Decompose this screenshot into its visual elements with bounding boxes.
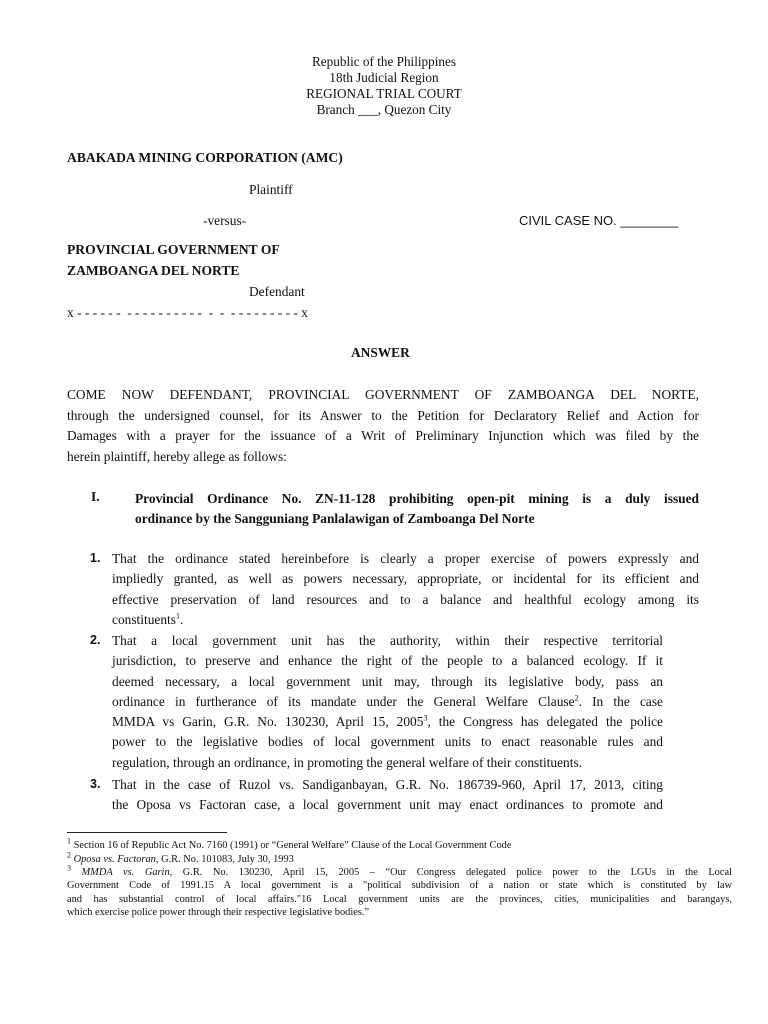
item-line-with-ref xyxy=(112,692,663,712)
item-number: 3. xyxy=(90,777,101,791)
header-republic: Republic of the Philippines xyxy=(312,54,456,69)
section-heading-line: ordinance by the Sangguniang Panlalawigan of Zamboanga Del Norte xyxy=(135,510,535,526)
item-2-text xyxy=(112,631,663,773)
item-line-text: MMDA vs Garin, G.R. No. 130230, April 15, 2005 xyxy=(112,714,424,730)
item-line: effective preservation of land resources and to a balance and healthful ecology among its xyxy=(112,591,699,607)
footnote-ref-3[interactable]: 3 xyxy=(423,713,428,723)
caption-separator: x - - - - - - - - - - - - - - - - - - - - - - - - - - - x xyxy=(67,305,308,320)
civil-case-number: CIVIL CASE NO. ________ xyxy=(519,213,679,228)
item-line: impliedly granted, as well as powers necessary, appropriate, or incidental for its efficient and xyxy=(112,571,699,587)
item-line: That the ordinance stated hereinbefore is clearly a proper exercise of powers expressly and xyxy=(112,551,699,566)
footnote-ref-2[interactable]: 2 xyxy=(574,693,579,703)
section-heading-line: Provincial Ordinance No. ZN-11-128 prohibiting open-pit mining is a duly issued xyxy=(135,491,699,506)
item-number: 2. xyxy=(90,633,101,647)
footnote-2 xyxy=(67,850,732,866)
header-branch: Branch ___, Quezon City xyxy=(316,102,452,117)
item-line-text: constituents xyxy=(112,611,176,627)
item-line-end: . xyxy=(179,611,184,627)
footnote-line: Government Code of 1991.15 A local government is a "political subdivision of a nation or state which is constituted by law xyxy=(67,880,732,892)
footnote-divider xyxy=(67,832,227,833)
footnote-line: and has substantial control of local affairs."16 Local government units are the provinces, cities, municipalities and barangays, xyxy=(67,893,732,905)
section-numeral: I. xyxy=(91,489,100,504)
header-judicial-region: 18th Judicial Region xyxy=(329,70,439,85)
plaintiff-name: ABAKADA MINING CORPORATION (AMC) xyxy=(67,150,343,165)
footnote-text: Section 16 of Republic Act No. 7160 (1991) or “General Welfare” Clause of the Local Government Code xyxy=(73,840,512,851)
footnote-case-name: Oposa vs. Factoran xyxy=(73,854,156,865)
defendant-name-line2: ZAMBOANGA DEL NORTE xyxy=(67,263,240,278)
item-number: 1. xyxy=(90,551,101,565)
item-line: power to the legislative bodies of local government units to enact reasonable rules and xyxy=(112,734,663,750)
intro-paragraph xyxy=(67,385,699,467)
document-title: ANSWER xyxy=(351,345,410,360)
footnote-text: , G.R. No. 130230, April 15, 2005 – “Our Congress delegated police power to the LGUs in the Local xyxy=(169,867,732,878)
footnote-number: 2 xyxy=(67,850,71,860)
item-line: the Oposa vs Factoran case, a local government unit may enact ordinances to promote and xyxy=(112,797,663,813)
footnote-ref-1[interactable]: 1 xyxy=(175,611,180,621)
footnote-number: 3 xyxy=(67,863,71,873)
item-line-with-ref xyxy=(112,712,663,732)
plaintiff-role: Plaintiff xyxy=(249,182,293,197)
versus-label: -versus- xyxy=(203,213,247,228)
intro-line: through the undersigned counsel, for its Answer to the Petition for Declaratory Relief and Action for xyxy=(67,407,699,423)
item-line-last xyxy=(112,610,699,630)
item-line: deemed necessary, a local government unit may, through its legislative body, pass an xyxy=(112,673,663,689)
item-line-text: , the Congress has delegated the police xyxy=(427,714,663,730)
item-3-text xyxy=(112,775,663,816)
intro-line: COME NOW DEFENDANT, PROVINCIAL GOVERNMENT OF ZAMBOANGA DEL NORTE, xyxy=(67,387,699,402)
defendant-role: Defendant xyxy=(249,284,305,299)
court-header xyxy=(0,54,768,118)
item-1-text xyxy=(112,549,699,630)
footnote-number: 1 xyxy=(67,836,71,846)
item-line: That a local government unit has the authority, within their respective territorial xyxy=(112,633,663,648)
intro-line: herein plaintiff, hereby allege as follows: xyxy=(67,448,287,464)
footnote-3 xyxy=(67,863,732,919)
defendant-name-line1: PROVINCIAL GOVERNMENT OF xyxy=(67,242,280,257)
intro-line: Damages with a prayer for the issuance of a Writ of Preliminary Injunction which was filed by the xyxy=(67,428,699,443)
footnote-line: which exercise police power through their respective legislative bodies.” xyxy=(67,906,370,918)
item-line-text: . In the case xyxy=(578,693,663,709)
header-court-name: REGIONAL TRIAL COURT xyxy=(306,86,462,101)
footnote-line xyxy=(67,863,732,879)
section-heading xyxy=(135,489,699,528)
item-line: jurisdiction, to preserve and enhance the right of the people to a balanced ecology. If it xyxy=(112,653,663,669)
item-line: regulation, through an ordinance, in promoting the general welfare of their constituents. xyxy=(112,754,583,770)
item-line: That in the case of Ruzol vs. Sandiganbayan, G.R. No. 186739-960, April 17, 2013, citing xyxy=(112,777,663,792)
footnote-case-name: MMDA vs. Garin xyxy=(81,867,170,878)
footnote-text: , G.R. No. 101083, July 30, 1993 xyxy=(155,854,294,865)
item-line-text: ordinance in furtherance of its mandate under the General Welfare Clause xyxy=(112,693,575,709)
footnote-1 xyxy=(67,836,732,852)
